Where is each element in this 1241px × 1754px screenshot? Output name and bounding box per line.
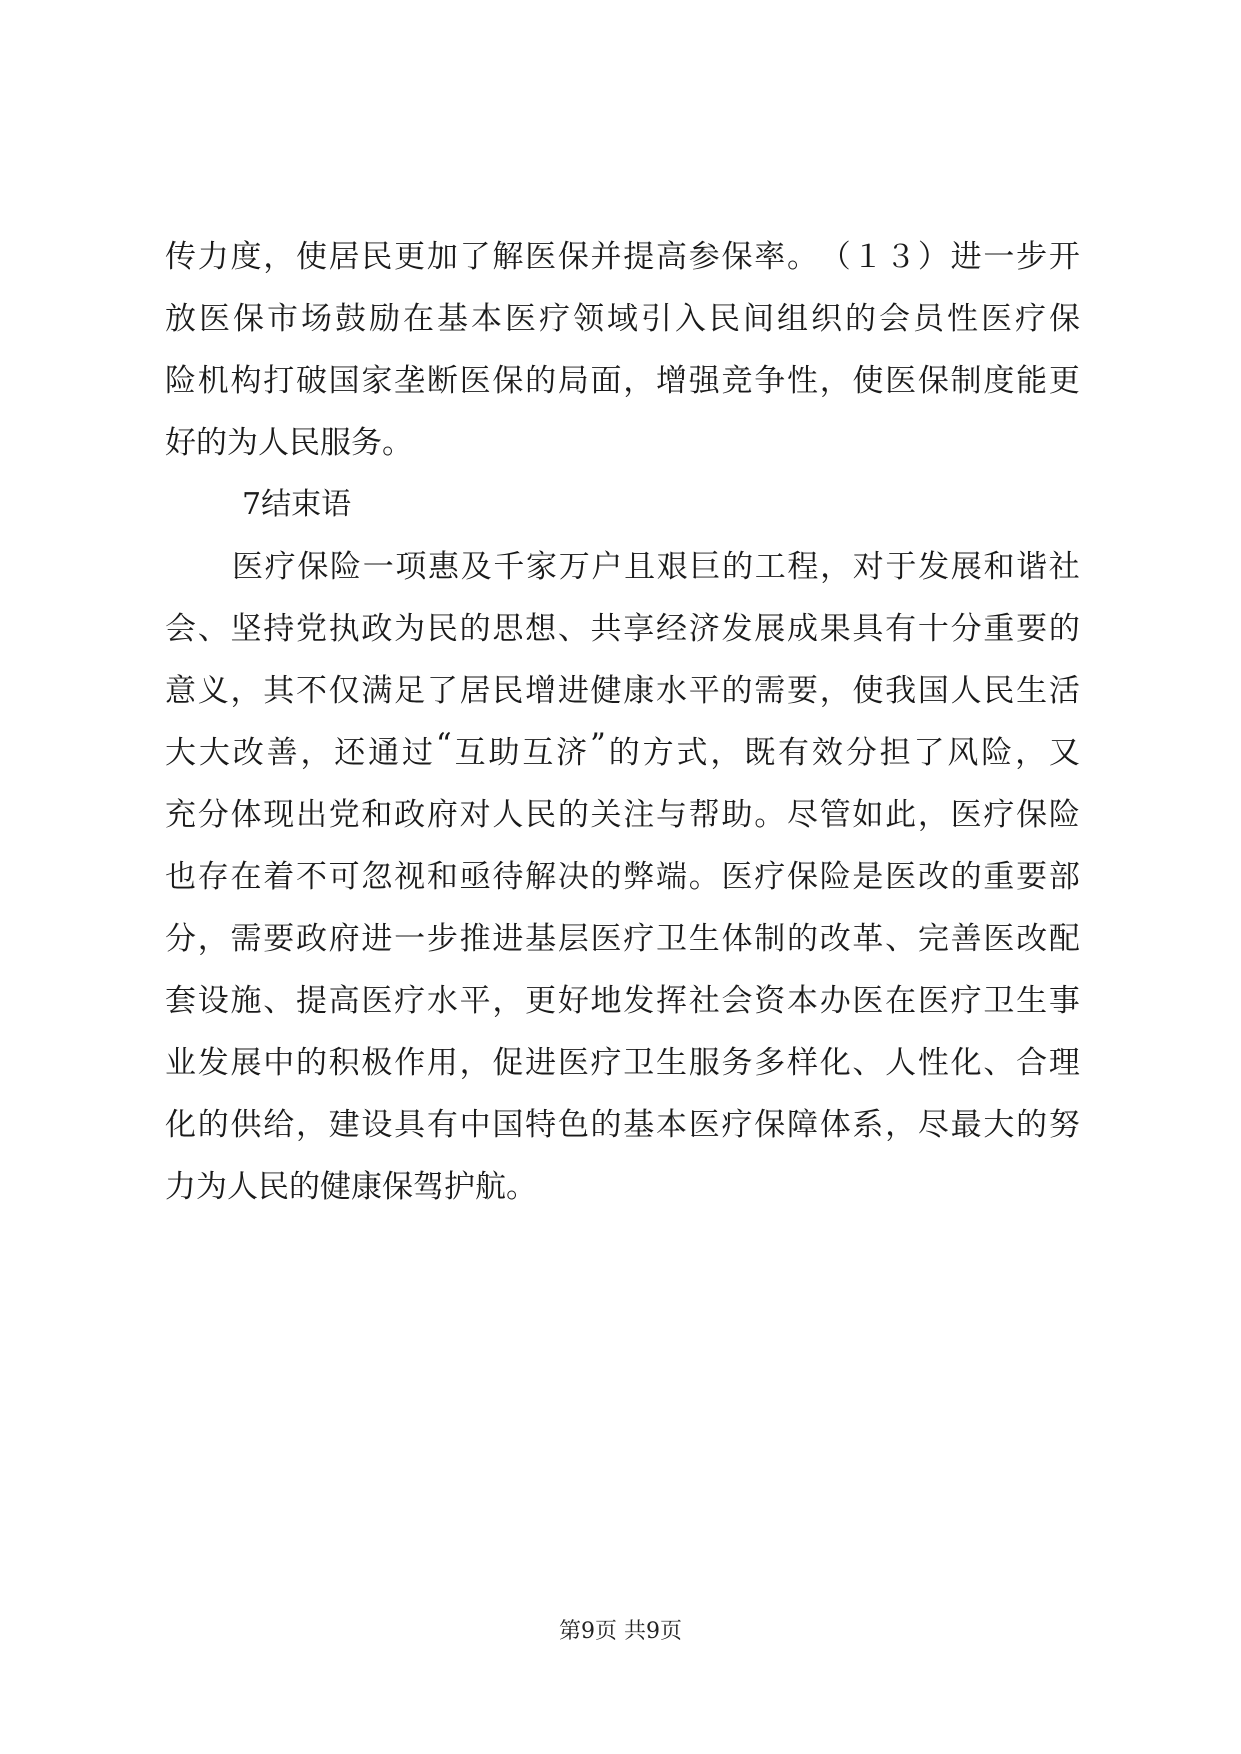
paragraph-line: 力为人民的健康保驾护航。 <box>165 1168 537 1205</box>
paragraph-line: 化 的 供 给 ， 建 设 具 有 中 国 特 色 的 基 本 医 疗 保 障 体 系 ， 尽 最 大 的 努 <box>165 1106 1080 1143</box>
paragraph-line: 套 设 施 、 提 高 医 疗 水 平 ， 更 好 地 发 挥 社 会 资 本 办 医 在 医 疗 卫 生 事 <box>165 982 1080 1019</box>
paragraph-line: 险 机 构 打 破 国 家 垄 断 医 保 的 局 面 ， 增 强 竞 争 性 ， 使 医 保 制 度 能 更 <box>165 362 1080 399</box>
paragraph-line: 好的为人民服务。 <box>165 424 413 461</box>
paragraph-line: 放 医 保 市 场 鼓 励 在 基 本 医 疗 领 域 引 入 民 间 组 织 的 会 员 性 医 疗 保 <box>165 300 1080 337</box>
paragraph-line: 分 ， 需 要 政 府 进 一 步 推 进 基 层 医 疗 卫 生 体 制 的 改 革 、 完 善 医 改 配 <box>165 920 1080 957</box>
paragraph-line: 传 力 度 ， 使 居 民 更 加 了 解 医 保 并 提 高 参 保 率 。 （ １ ３ ） 进 一 步 开 <box>165 238 1080 275</box>
paragraph-line: 大 大 改 善 ， 还 通 过 “ 互 助 互 济 ” 的 方 式 ， 既 有 效 分 担 了 风 险 ， 又 <box>165 726 1080 771</box>
paragraph-line: 业 发 展 中 的 积 极 作 用 ， 促 进 医 疗 卫 生 服 务 多 样 化 、 人 性 化 、 合 理 <box>165 1044 1080 1081</box>
paragraph-line: 充 分 体 现 出 党 和 政 府 对 人 民 的 关 注 与 帮 助 。 尽 管 如 此 ， 医 疗 保 险 <box>165 796 1080 833</box>
page-number: 第9页 共9页 <box>559 1619 682 1644</box>
paragraph-line: 意 义 ， 其 不 仅 满 足 了 居 民 增 进 健 康 水 平 的 需 要 ， 使 我 国 人 民 生 活 <box>165 672 1080 709</box>
document-body <box>165 222 1080 1214</box>
paragraph-line: 会 、 坚 持 党 执 政 为 民 的 思 想 、 共 享 经 济 发 展 成 果 具 有 十 分 重 要 的 <box>165 610 1080 647</box>
paragraph-line: 也 存 在 着 不 可 忽 视 和 亟 待 解 决 的 弊 端 。 医 疗 保 险 是 医 改 的 重 要 部 <box>165 858 1080 895</box>
section-heading: 7结束语 <box>242 487 352 522</box>
page-footer <box>0 1614 1241 1645</box>
paragraph-line: 医 疗 保 险 一 项 惠 及 千 家 万 户 且 艰 巨 的 工 程 ， 对 于 发 展 和 谐 社 <box>232 548 1080 585</box>
